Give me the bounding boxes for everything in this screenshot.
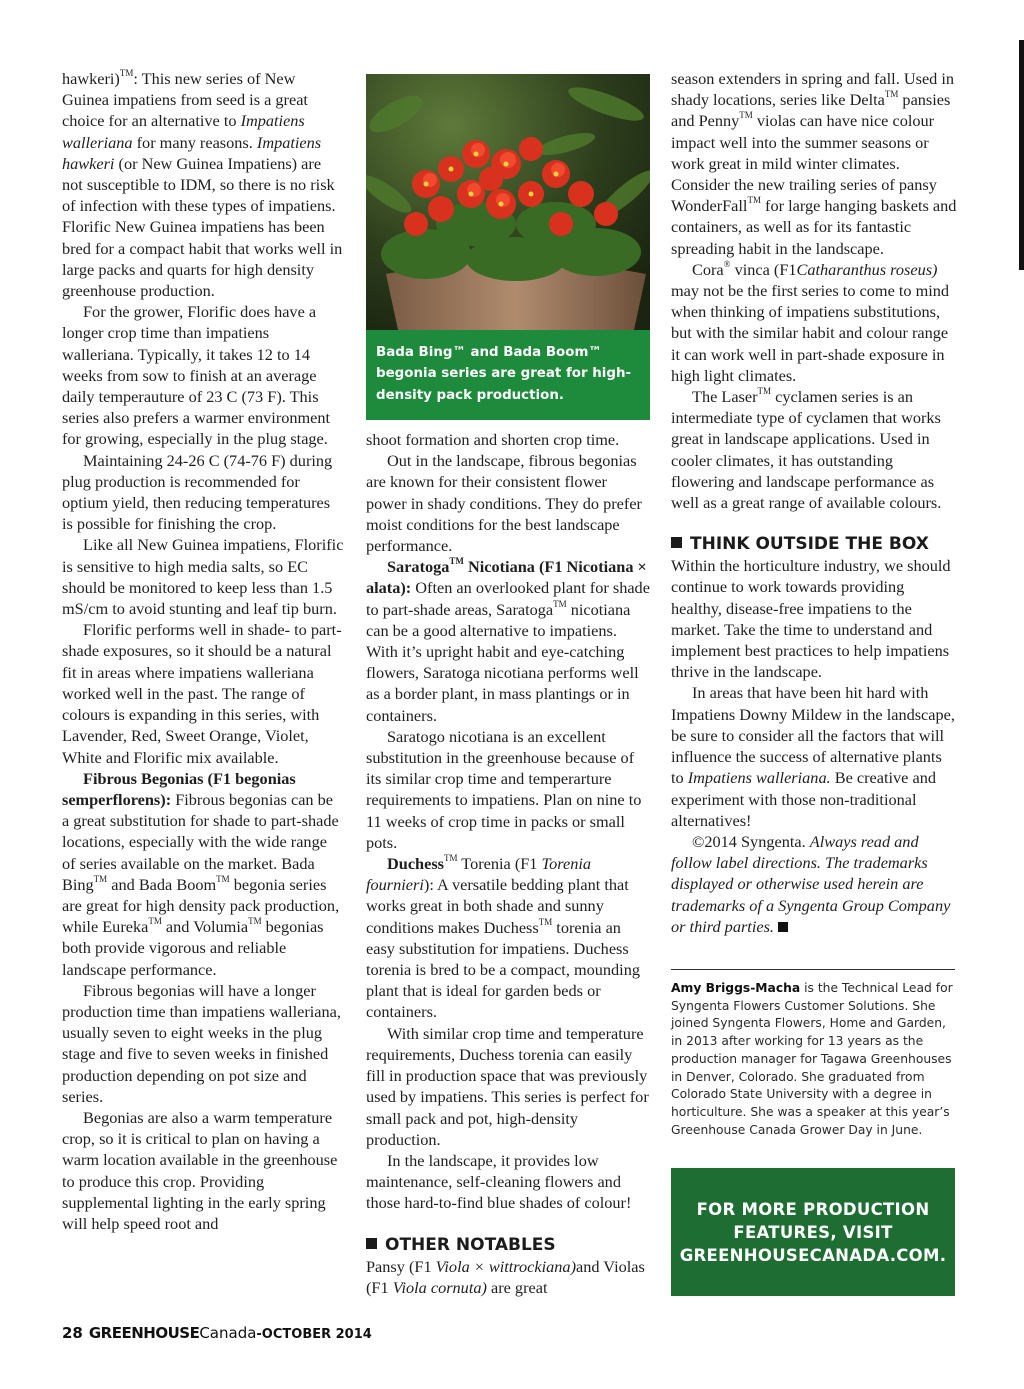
paragraph: In the landscape, it provides low maintenance, self-cleaning flowers and those hard-to-find blue shades of colour! xyxy=(366,1150,632,1213)
paragraph: Fibrous begonias will have a longer production time than impatiens walleriana, usually seven to eight weeks in the plug stage and five to seven weeks in finished production depending on pot size and series. xyxy=(62,980,341,1106)
paragraph: Fibrous Begonias (F1 begonias semperflorens): Fibrous begonias can be a great substitution for shade to part-shade locations, especially with the wide range of series available on the market. Bada Bing™ and Bada Boom™ begonia series are great for high density pack production, while Eureka™ and Volumia™ begonias both provide vigorous and reliable landscape performance. xyxy=(62,768,340,979)
paragraph: shoot formation and shorten crop time. xyxy=(366,430,620,449)
paragraph: For the grower, Florific does have a longer crop time than impatiens walleriana. Typically, it takes 12 to 14 weeks from sow to finish at an average daily temperauture of 23 C (73 F). This series also prefers a warmer environment for growing, especially in the plug stage. xyxy=(62,302,331,449)
paragraph: Within the horticulture industry, we should continue to work towards providing healthy, disease-free impatiens to the market. Take the time to understand and implement best practices to help impatiens thrive in the landscape. xyxy=(671,556,951,682)
paragraph: Maintaining 24-26 C (74-76 F) during plug production is recommended for optium yield, then reducing temperatures is possible for finishing the crop. xyxy=(62,450,333,534)
paragraph: hawkeri)™: This new series of New Guinea impatiens from seed is a great choice for an alternative to Impatiens walleriana for many reasons. Impatiens hawkeri (or New Guinea Impatiens) are not susceptible to IDM, so there is no risk of infection with these types of impatiens. Florific New Guinea impatiens has been bred for a compact habit that works well in large packs and quarts for high density greenhouse production. xyxy=(62,68,343,301)
magazine-name: GREENHOUSE xyxy=(88,1324,200,1342)
paragraph: With similar crop time and temperature requirements, Duchess torenia can easily fill in production space that was previously used by impatiens. This series is perfect for small pack and pot, high-density production. xyxy=(366,1023,649,1149)
paragraph: season extenders in spring and fall. Used in shady locations, series like Delta™ pansies and Penny™ violas can have nice colour impact well into the summer seasons or work great in mild winter climates. Consider the new trailing series of pansy WonderFall™ for large hanging baskets and containers, as well as for its fantastic spreading habit in the landscape. xyxy=(671,69,957,258)
promo-line: FOR MORE PRODUCTION xyxy=(696,1200,930,1219)
begonia-illustration xyxy=(366,74,650,330)
heading-square-icon xyxy=(671,537,682,548)
paragraph: Saratogo nicotiana is an excellent substitution in the greenhouse because of its similar crop time and temperarture requirements to impatiens. Plan on nine to 11 weeks of crop time in packs or small pots. xyxy=(366,726,642,852)
promo-box xyxy=(671,1168,955,1296)
promo-link[interactable]: GREENHOUSECANADA.COM. xyxy=(679,1246,947,1265)
section-heading-other-notables: OTHER NOTABLES xyxy=(366,1234,650,1256)
paragraph: Like all New Guinea impatiens, Florific is sensitive to high media salts, so EC should be monitored to keep less than 1.5 mS/cm to avoid stunting and leaf tip burn. xyxy=(62,535,344,619)
paragraph: Florific performs well in shade- to part-shade exposures, so it should be a natural fit in areas where impatiens walleriana worked well in the past. The range of colours is expanding in this series, with Lavender, Red, Sweet Orange, Violet, White and Florific mix available. xyxy=(62,620,342,767)
page-footer xyxy=(62,1324,372,1342)
magazine-name-suffix: Canada xyxy=(199,1324,257,1342)
article-column-2 xyxy=(366,429,650,1298)
page-number: 28 xyxy=(62,1324,83,1342)
begonia-photo xyxy=(366,74,650,330)
paragraph: Out in the landscape, fibrous begonias are known for their consistent flower power in shady conditions. They do prefer moist conditions for the best landscape performance. xyxy=(366,451,642,556)
promo-line: FEATURES, VISIT xyxy=(733,1223,893,1242)
heading-square-icon xyxy=(366,1238,377,1249)
section-heading-think-outside-the-box: THINK OUTSIDE THE BOX xyxy=(671,533,957,555)
paragraph: In areas that have been hit hard with Impatiens Downy Mildew in the landscape, be sure to consider all the factors that will influence the success of alternative plants to Impatiens walleriana. Be creative and experiment with those non-traditional alternatives! xyxy=(671,683,955,830)
paragraph: The Laser™ cyclamen series is an intermediate type of cyclamen that works great in landscape applications. Used in cooler climates, it has outstanding flowering and landscape performance as well as a great range of available colours. xyxy=(671,386,942,513)
paragraph: Cora® vinca (F1Catharanthus roseus) may not be the first series to come to mind when thinking of impatiens substitutions, but with the similar habit and colour range it can work well in part-shade exposure in high light climates. xyxy=(671,258,950,385)
paragraph: Begonias are also a warm temperature crop, so it is critical to plan on having a warm location available in the greenhouse to produce this crop. Providing supplemental lighting in the early spring will help speed root and xyxy=(62,1107,338,1233)
paragraph: Saratoga™ Nicotiana (F1 Nicotiana × alata): Often an overlooked plant for shade to part-shade areas, Saratoga™ nicotiana can be a good alternative to impatiens. With it’s upright habit and eye-catching flowers, Saratoga nicotiana performs well as a border plant, in mass plantings or in containers. xyxy=(366,556,650,725)
author-bio: Amy Briggs-Macha is the Technical Lead for Syngenta Flowers Customer Solutions. She joined Syngenta Flowers, Home and Garden, in 2013 after working for 13 years as the production manager for Tagawa Greenhouses in Denver, Colorado. She graduated from Colorado State University with a degree in horticulture. She was a speaker at this year’s Greenhouse Canada Grower Day in June. xyxy=(671,981,953,1137)
article-column-1 xyxy=(62,68,344,1234)
end-of-article-icon xyxy=(778,922,788,932)
photo-caption: Bada Bing™ and Bada Boom™ begonia series are great for high-density pack production. xyxy=(366,330,650,420)
article-column-3 xyxy=(671,68,957,937)
page-edge-marker xyxy=(1019,40,1024,270)
copyright-note: ©2014 Syngenta. Always read and follow label directions. The trademarks displayed or otherwise used herein are trademarks of a Syngenta Group Company or third parties. xyxy=(671,831,951,936)
paragraph: Pansy (F1 Viola × wittrockiana)and Violas (F1 Viola cornuta) are great xyxy=(366,1256,645,1297)
divider xyxy=(671,969,955,970)
paragraph: Duchess™ Torenia (F1 Torenia fournieri): A versatile bedding plant that works great in both shade and sunny conditions makes Duchess™ torenia an easy substitution for impatiens. Duchess torenia is bred to be a compact, mounding plant that is ideal for garden beds or containers. xyxy=(366,853,640,1022)
issue-date: -OCTOBER 2014 xyxy=(256,1327,372,1342)
